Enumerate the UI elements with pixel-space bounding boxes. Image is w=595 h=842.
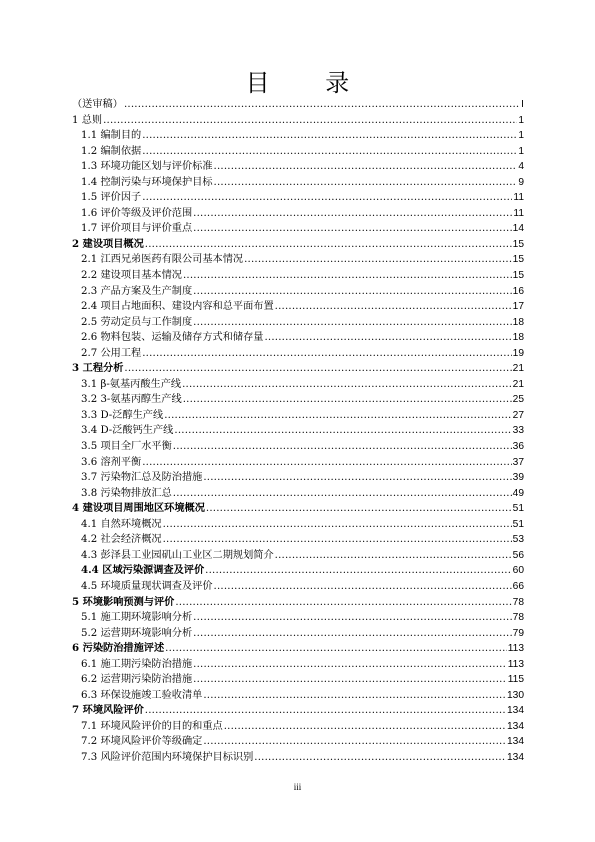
dot-leader	[174, 423, 511, 439]
toc-entry-title: 4.1 自然环境概况	[81, 518, 162, 530]
toc-entry-title: 6.1 施工期污染防治措施	[81, 658, 193, 670]
toc-entry-title: 2.4 项目占地面积、建设内容和总平面布置	[81, 301, 274, 313]
toc-entry-page: 36	[512, 441, 524, 453]
toc-entry-page: 17	[512, 301, 524, 313]
toc-entry-page: 134	[507, 736, 524, 748]
dot-leader	[193, 315, 512, 331]
toc-entry-title: 4.3 彭泽县工业园矶山工业区二期规划简介	[81, 549, 274, 561]
toc-entry[interactable]	[72, 190, 524, 206]
dot-leader	[193, 626, 512, 642]
toc-entry-page: 56	[512, 549, 524, 561]
table-of-contents	[72, 97, 524, 766]
dot-leader	[264, 330, 511, 346]
toc-entry-title: 4 建设项目周围地区环境概况	[72, 502, 205, 515]
dot-leader	[193, 206, 512, 222]
toc-entry[interactable]	[72, 734, 524, 750]
toc-entry-title: 7.2 环境风险评价等级确定	[81, 736, 203, 748]
toc-entry-title: 3 工程分析	[72, 362, 124, 375]
toc-entry[interactable]	[72, 144, 524, 160]
toc-entry[interactable]	[72, 361, 524, 377]
toc-entry-page: 66	[512, 580, 524, 592]
dot-leader	[193, 657, 507, 673]
toc-entry-page: 115	[507, 674, 524, 686]
toc-entry-title: （送审稿）	[72, 99, 123, 110]
page-title: 目 录	[245, 69, 374, 97]
toc-entry-page: 11	[513, 192, 524, 204]
dot-leader	[182, 377, 512, 393]
dot-leader	[203, 688, 506, 704]
dot-leader	[142, 144, 517, 160]
toc-entry[interactable]	[72, 719, 524, 735]
toc-entry-title: 3.8 污染物排放汇总	[81, 487, 172, 499]
toc-entry[interactable]	[72, 517, 524, 533]
toc-entry-title: 3.5 项目全厂水平衡	[81, 441, 172, 453]
toc-entry[interactable]	[72, 439, 524, 455]
toc-entry-page: 39	[512, 472, 524, 484]
toc-entry-title: 3.1 β-氨基丙酸生产线	[81, 378, 182, 390]
dot-leader	[193, 672, 507, 688]
dot-leader	[254, 750, 506, 766]
toc-entry-title: 2.3 产品方案及生产制度	[81, 285, 193, 297]
toc-entry-page: 51	[512, 518, 524, 530]
toc-entry-title: 2.2 建设项目基本情况	[81, 270, 182, 282]
toc-entry[interactable]	[72, 486, 524, 502]
toc-entry-page: 33	[512, 425, 524, 437]
dot-leader	[193, 610, 512, 626]
toc-entry-title: 1.3 环境功能区划与评价标准	[81, 161, 213, 173]
toc-entry[interactable]	[72, 563, 524, 579]
toc-entry[interactable]	[72, 501, 524, 517]
dot-leader	[203, 734, 506, 750]
toc-entry-page: 113	[507, 658, 524, 670]
toc-entry-page: 27	[512, 409, 524, 421]
dot-leader	[173, 486, 512, 502]
toc-entry-page: 21	[512, 363, 524, 375]
dot-leader	[193, 284, 512, 300]
toc-entry[interactable]	[72, 672, 524, 688]
dot-leader	[163, 517, 512, 533]
toc-entry-page: 79	[512, 627, 524, 639]
toc-entry-title: 3.4 D-泛酸钙生产线	[81, 425, 174, 437]
toc-entry[interactable]	[72, 159, 524, 175]
toc-entry-page: 49	[512, 487, 524, 499]
dot-leader	[173, 439, 512, 455]
toc-entry-page: 4	[518, 161, 524, 173]
dot-leader	[214, 175, 518, 191]
toc-entry-title: 2.6 物料包装、运输及储存方式和储存量	[81, 332, 264, 344]
dot-leader	[124, 361, 511, 377]
toc-entry-page: 78	[512, 612, 524, 624]
toc-entry-page: 37	[512, 456, 524, 468]
toc-entry[interactable]	[72, 97, 524, 113]
toc-entry-page: 18	[512, 316, 524, 328]
toc-entry-title: 2.7 公用工程	[81, 347, 142, 359]
dot-leader	[145, 237, 512, 253]
dot-leader	[175, 595, 511, 611]
toc-entry-page: 25	[512, 394, 524, 406]
toc-entry-title: 1.2 编制依据	[81, 145, 142, 157]
dot-leader	[145, 703, 506, 719]
toc-entry[interactable]	[72, 703, 524, 719]
toc-entry-page: 134	[507, 720, 524, 732]
dot-leader	[164, 408, 511, 424]
dot-leader	[275, 548, 512, 564]
toc-entry-page: 19	[512, 347, 524, 359]
toc-entry[interactable]	[72, 330, 524, 346]
dot-leader	[142, 128, 517, 144]
dot-leader	[103, 113, 517, 129]
toc-entry-title: 1.1 编制目的	[81, 130, 142, 142]
dot-leader	[165, 641, 507, 657]
toc-entry[interactable]	[72, 346, 524, 362]
toc-entry-title: 2.5 劳动定员与工作制度	[81, 316, 193, 328]
dot-leader	[214, 579, 512, 595]
dot-leader	[183, 268, 512, 284]
toc-entry[interactable]	[72, 548, 524, 564]
toc-entry-title: 1.7 评价项目与评价重点	[81, 223, 193, 235]
toc-entry[interactable]	[72, 392, 524, 408]
toc-entry-title: 4.2 社会经济概况	[81, 534, 162, 546]
toc-entry[interactable]	[72, 750, 524, 766]
toc-entry[interactable]	[72, 688, 524, 704]
toc-entry-title: 1 总则	[72, 114, 103, 126]
toc-entry-page: 51	[512, 503, 524, 515]
toc-entry-page: 134	[507, 705, 524, 717]
toc-entry-page: 16	[512, 285, 524, 297]
dot-leader	[224, 719, 506, 735]
toc-entry[interactable]	[72, 377, 524, 393]
dot-leader	[275, 299, 512, 315]
toc-entry-title: 3.2 3-氨基丙醇生产线	[81, 394, 182, 406]
toc-entry[interactable]	[72, 268, 524, 284]
toc-entry[interactable]	[72, 284, 524, 300]
toc-entry-page: 9	[518, 176, 524, 188]
toc-entry-page: 18	[512, 332, 524, 344]
toc-entry-page: 1	[518, 130, 524, 142]
toc-entry-title: 6 污染防治措施评述	[72, 642, 165, 655]
toc-entry-page: 60	[512, 565, 524, 577]
toc-entry-title: 1.5 评价因子	[81, 192, 142, 204]
dot-leader	[142, 455, 511, 471]
toc-entry[interactable]	[72, 128, 524, 144]
toc-entry-page: 14	[512, 223, 524, 235]
dot-leader	[142, 190, 512, 206]
toc-entry-title: 2 建设项目概况	[72, 237, 144, 250]
toc-entry[interactable]	[72, 657, 524, 673]
toc-entry-page: 113	[507, 643, 524, 655]
toc-entry-page: 21	[512, 378, 524, 390]
toc-entry-page: 1	[518, 145, 524, 157]
toc-entry-title: 6.3 环保设施竣工验收清单	[81, 689, 203, 701]
toc-entry-page: 134	[507, 751, 524, 763]
toc-entry-page: I	[521, 99, 524, 110]
page-number: iii	[293, 782, 302, 792]
dot-leader	[163, 532, 512, 548]
toc-entry-page: 1	[518, 114, 524, 126]
toc-entry-title: 3.3 D-泛醇生产线	[81, 409, 164, 421]
toc-entry-title: 1.4 控制污染与环境保护目标	[81, 176, 213, 188]
toc-entry-title: 2.1 江西兄弟医药有限公司基本情况	[81, 254, 244, 266]
toc-entry[interactable]	[72, 113, 524, 129]
toc-entry-title: 7.1 环境风险评价的目的和重点	[81, 720, 223, 732]
toc-entry-title: 5 环境影响预测与评价	[72, 595, 175, 608]
toc-entry[interactable]	[72, 175, 524, 191]
dot-leader	[206, 501, 512, 517]
dot-leader	[183, 392, 512, 408]
toc-entry[interactable]	[72, 221, 524, 237]
toc-entry-page: 130	[507, 689, 524, 701]
toc-entry[interactable]	[72, 408, 524, 424]
toc-entry[interactable]	[72, 641, 524, 657]
toc-entry-title: 7 环境风险评价	[72, 704, 144, 717]
toc-entry[interactable]	[72, 423, 524, 439]
toc-entry-page: 15	[512, 254, 524, 266]
toc-entry[interactable]	[72, 315, 524, 331]
toc-entry[interactable]	[72, 532, 524, 548]
toc-entry[interactable]	[72, 252, 524, 268]
dot-leader	[124, 97, 520, 113]
toc-entry[interactable]	[72, 206, 524, 222]
toc-entry[interactable]	[72, 610, 524, 626]
toc-entry-page: 15	[512, 270, 524, 282]
toc-entry[interactable]	[72, 595, 524, 611]
toc-entry[interactable]	[72, 455, 524, 471]
toc-entry[interactable]	[72, 237, 524, 253]
toc-entry-title: 5.1 施工期环境影响分析	[81, 612, 193, 624]
dot-leader	[142, 346, 511, 362]
toc-entry-title: 4.5 环境质量现状调查及评价	[81, 580, 213, 592]
toc-entry-page: 78	[512, 596, 524, 608]
toc-entry-title: 5.2 运营期环境影响分析	[81, 627, 193, 639]
dot-leader	[214, 159, 518, 175]
dot-leader	[205, 563, 512, 579]
toc-entry-title: 3.7 污染物汇总及防治措施	[81, 472, 203, 484]
toc-entry-page: 11	[513, 207, 524, 219]
toc-entry[interactable]	[72, 626, 524, 642]
toc-entry[interactable]	[72, 299, 524, 315]
toc-entry-title: 7.3 风险评价范围内环境保护目标识别	[81, 751, 254, 763]
toc-entry[interactable]	[72, 470, 524, 486]
dot-leader	[244, 252, 512, 268]
toc-entry-title: 3.6 溶剂平衡	[81, 456, 142, 468]
toc-entry-title: 1.6 评价等级及评价范围	[81, 207, 193, 219]
toc-entry-title: 4.4 区域污染源调查及评价	[81, 564, 205, 577]
dot-leader	[193, 221, 512, 237]
toc-entry-page: 15	[512, 238, 524, 250]
dot-leader	[203, 470, 511, 486]
toc-entry-title: 6.2 运营期污染防治措施	[81, 674, 193, 686]
toc-entry-page: 53	[512, 534, 524, 546]
toc-entry[interactable]	[72, 579, 524, 595]
